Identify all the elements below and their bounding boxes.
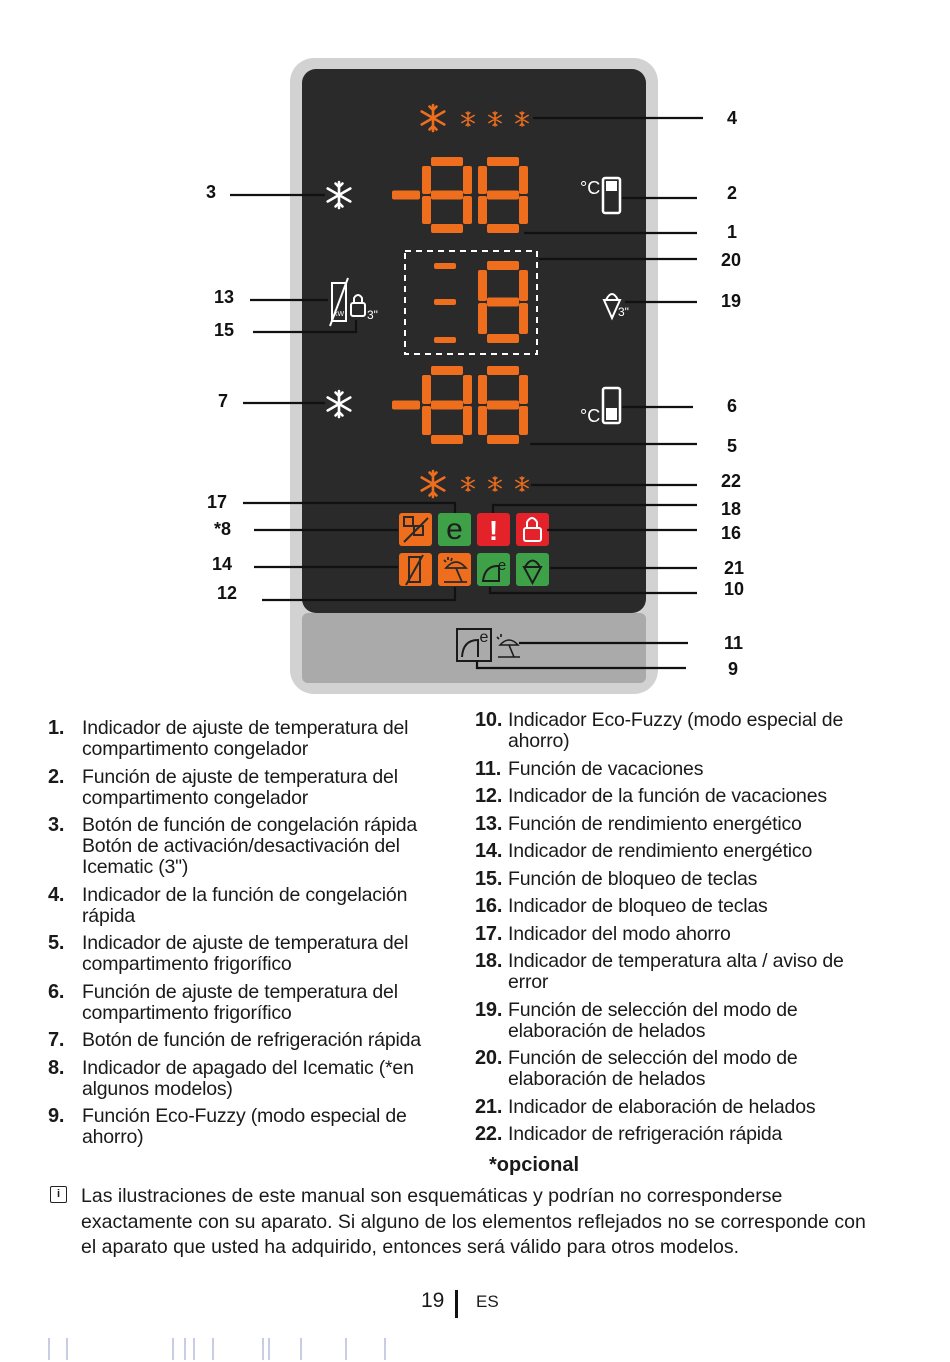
segment bbox=[422, 406, 431, 435]
legend-item: 4. Indicador de la función de congelación rápida bbox=[48, 883, 408, 927]
info-icon: i bbox=[50, 1186, 67, 1203]
legend-item: 22. Indicador de refrigeración rápida bbox=[475, 1123, 783, 1145]
svg-text:e: e bbox=[446, 513, 463, 546]
segment bbox=[431, 191, 463, 200]
page-language: ES bbox=[476, 1292, 499, 1311]
segment bbox=[487, 261, 519, 270]
segment bbox=[431, 157, 463, 166]
icecream-making-indicator bbox=[516, 553, 549, 586]
lock-timer-label: 3" bbox=[367, 308, 378, 322]
legend-item: 10. Indicador Eco-Fuzzy (modo especial de ahorro) bbox=[475, 709, 844, 752]
segment bbox=[487, 401, 519, 410]
legend-item: 7. Botón de función de refrigeración rápida bbox=[48, 1029, 421, 1051]
segment bbox=[519, 270, 528, 301]
callout-19: 19 bbox=[721, 291, 742, 311]
segment bbox=[431, 435, 463, 444]
legend-left-column bbox=[48, 718, 448, 1155]
segment bbox=[478, 196, 487, 224]
segment bbox=[487, 435, 519, 444]
segment bbox=[431, 366, 463, 375]
callout-16: 16 bbox=[721, 523, 742, 543]
segment bbox=[487, 224, 519, 233]
legend-item: 5. Indicador de ajuste de temperatura del compartimento frigorífico bbox=[48, 932, 409, 975]
energy-saving-indicator bbox=[399, 553, 432, 586]
segment bbox=[487, 334, 519, 343]
celsius-label-fridge: °C bbox=[580, 406, 601, 426]
segment bbox=[422, 375, 431, 404]
legend-item: 16. Indicador de bloqueo de teclas bbox=[475, 895, 768, 917]
legend-item: 6. Función de ajuste de temperatura del compartimento frigorífico bbox=[48, 980, 398, 1024]
segment bbox=[519, 166, 528, 194]
segment bbox=[392, 401, 420, 410]
footer-divider bbox=[455, 1290, 458, 1318]
legend-item: 20. Función de selección del modo de elaboración de helados bbox=[475, 1047, 798, 1090]
segment bbox=[431, 401, 463, 410]
legend-item: 21. Indicador de elaboración de helados bbox=[475, 1095, 816, 1118]
segment bbox=[392, 191, 420, 200]
segment bbox=[478, 406, 487, 435]
callout-18: 18 bbox=[721, 499, 742, 519]
legend-item: 2. Función de ajuste de temperatura del compartimento congelador bbox=[48, 765, 398, 809]
segment bbox=[519, 303, 528, 334]
legend-item: 14. Indicador de rendimiento energético bbox=[475, 840, 813, 862]
legend-item: 15. Función de bloqueo de teclas bbox=[475, 867, 758, 890]
callout-22: 22 bbox=[721, 471, 742, 491]
callout-11: 11 bbox=[724, 633, 744, 653]
svg-text:e: e bbox=[497, 557, 507, 574]
callout-9: 9 bbox=[728, 659, 739, 679]
vacation-indicator bbox=[438, 553, 471, 586]
callout-15: 15 bbox=[214, 320, 235, 340]
legend-item: 3. Botón de función de congelación rápida Botón de activación/desactivación del Icematic (3") bbox=[48, 814, 417, 878]
scan-ticks bbox=[0, 1338, 950, 1362]
svg-text:e: e bbox=[479, 629, 489, 646]
note bbox=[50, 1184, 880, 1261]
note-text: Las ilustraciones de este manual son esquemáticas y podrían no corresponderse exactamente con su aparato. Si alguno de los elementos reflejados no se corresponde con el aparato que usted ha adquirido, entonces será válido para otros modelos. bbox=[81, 1185, 866, 1258]
segment bbox=[487, 298, 519, 307]
callout-6: 6 bbox=[727, 396, 738, 416]
legend-item: 8. Indicador de apagado del Icematic (*en algunos modelos) bbox=[48, 1056, 414, 1100]
page-number: 19 bbox=[421, 1289, 445, 1312]
callout-13: 13 bbox=[214, 287, 235, 307]
icematic-off-indicator bbox=[399, 513, 432, 546]
segment bbox=[487, 157, 519, 166]
icecream-timer-label: 3" bbox=[618, 305, 629, 319]
segment bbox=[463, 166, 472, 194]
svg-text:kW: kW bbox=[334, 311, 345, 318]
legend-item: 19. Función de selección del modo de elaboración de helados bbox=[475, 998, 798, 1042]
callout-12: 12 bbox=[217, 583, 238, 603]
segment bbox=[463, 196, 472, 224]
callout-20: 20 bbox=[721, 250, 742, 270]
segment bbox=[487, 366, 519, 375]
legend-item: 18. Indicador de temperatura alta / aviso de error bbox=[475, 950, 844, 993]
callout-4: 4 bbox=[727, 108, 738, 128]
segment bbox=[519, 196, 528, 224]
callout-7: 7 bbox=[218, 391, 229, 411]
segment bbox=[478, 166, 487, 194]
callout-17: 17 bbox=[207, 492, 228, 512]
legend-item: 13. Función de rendimiento energético bbox=[475, 812, 802, 835]
callout-5: 5 bbox=[727, 436, 738, 456]
callout-3: 3 bbox=[206, 182, 217, 202]
panel-screen bbox=[302, 69, 646, 613]
segment bbox=[422, 196, 431, 224]
callout-2: 2 bbox=[727, 183, 738, 203]
svg-text:!: ! bbox=[488, 515, 499, 546]
segment bbox=[478, 375, 487, 404]
segment bbox=[487, 191, 519, 200]
eco-mode-indicator bbox=[438, 513, 471, 546]
panel-bottom bbox=[302, 613, 646, 683]
legend-item: 9. Función Eco-Fuzzy (modo especial de ahorro) bbox=[48, 1105, 407, 1148]
segment bbox=[463, 406, 472, 435]
segment bbox=[431, 224, 463, 233]
celsius-label-freezer: °C bbox=[580, 178, 601, 198]
segment bbox=[478, 270, 487, 301]
callout-10: 10 bbox=[724, 579, 745, 599]
callout-1: 1 bbox=[727, 222, 738, 242]
optional-label: *opcional bbox=[489, 1154, 580, 1176]
callout-14: 14 bbox=[212, 554, 233, 574]
segment bbox=[463, 375, 472, 404]
segment bbox=[478, 303, 487, 334]
legend-item: 1. Indicador de ajuste de temperatura del compartimento congelador bbox=[48, 717, 409, 760]
legend-item: 17. Indicador del modo ahorro bbox=[475, 922, 731, 945]
segment bbox=[519, 375, 528, 404]
key-lock-indicator bbox=[516, 513, 549, 546]
legend-right-column bbox=[475, 710, 875, 1152]
segment bbox=[422, 166, 431, 194]
segment bbox=[519, 406, 528, 435]
callout-8: *8 bbox=[214, 519, 232, 539]
eco-fuzzy-indicator bbox=[477, 553, 510, 586]
legend-item: 11. Función de vacaciones bbox=[475, 757, 704, 780]
high-temp-alarm-indicator bbox=[477, 513, 510, 546]
legend-item: 12. Indicador de la función de vacaciones bbox=[475, 785, 827, 807]
callout-21: 21 bbox=[724, 558, 745, 578]
